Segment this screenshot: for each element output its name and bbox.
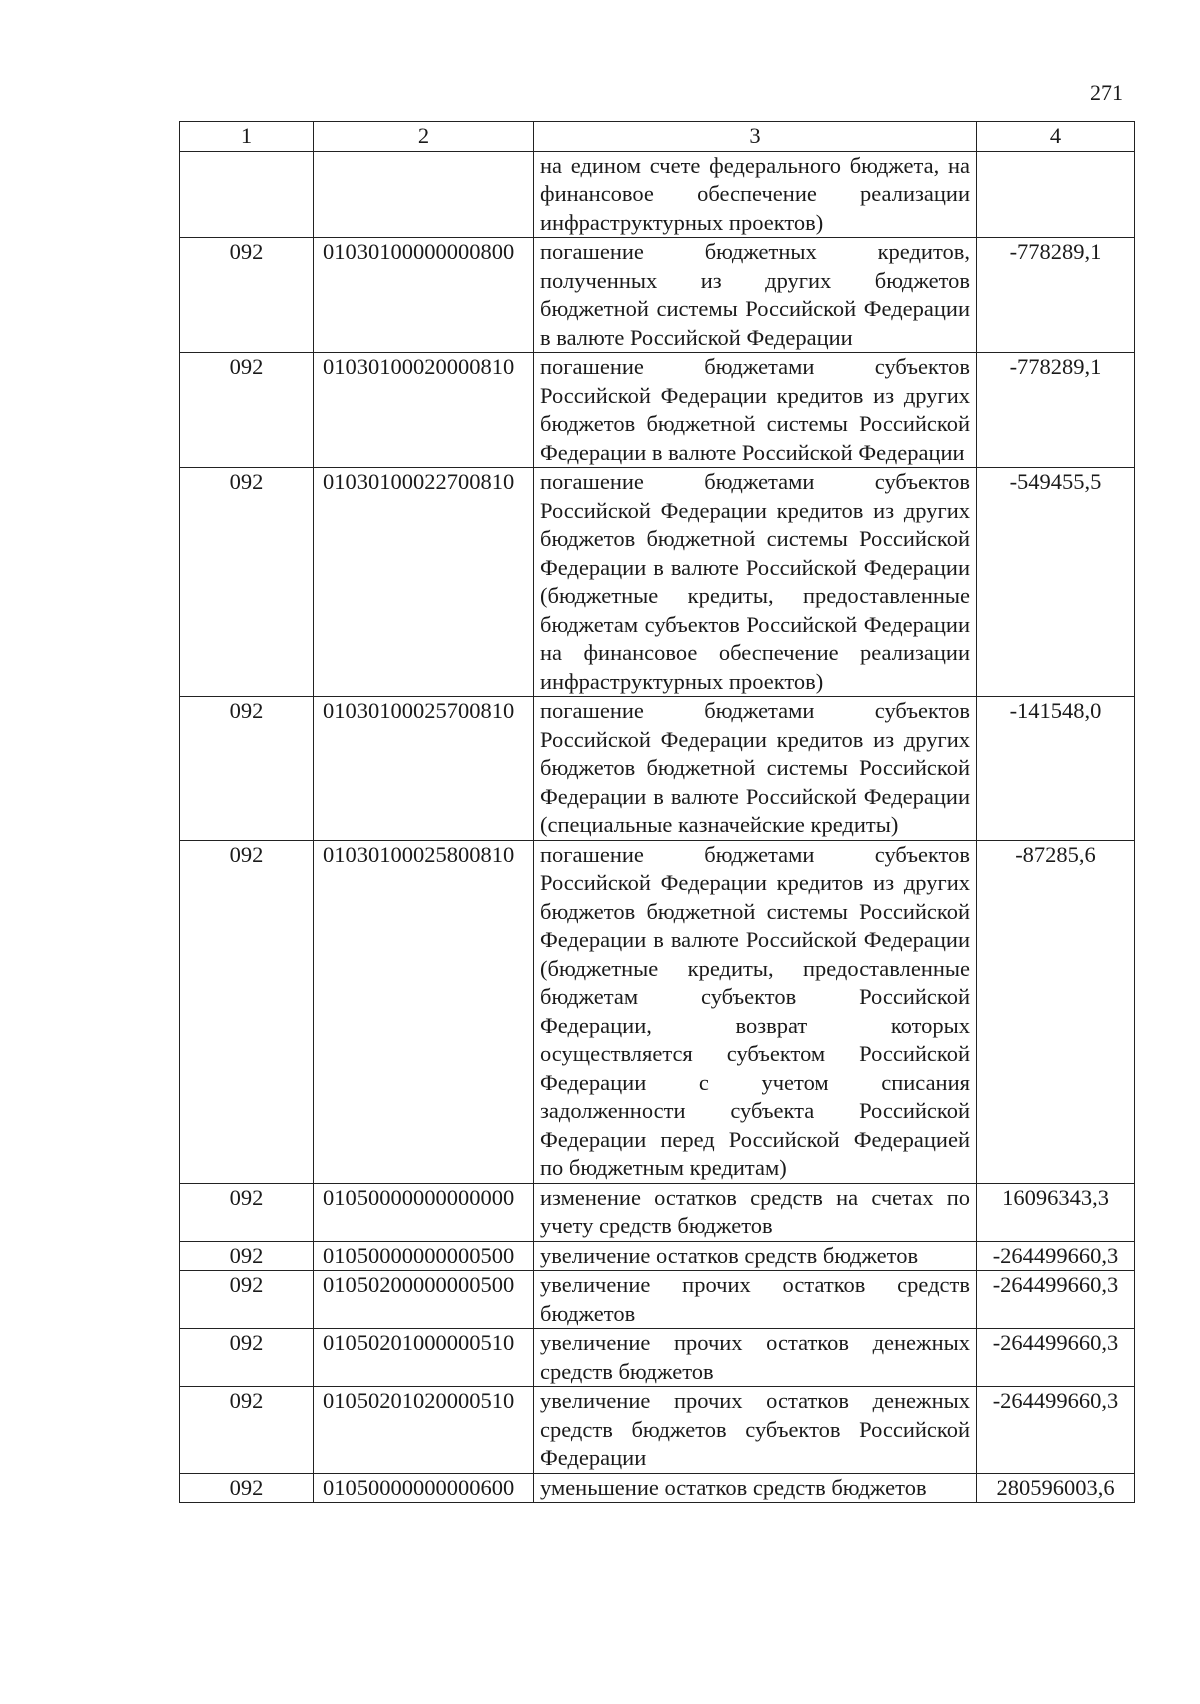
admin-code-cell: 092 bbox=[180, 697, 314, 841]
admin-code-cell: 092 bbox=[180, 1183, 314, 1241]
amount-cell: 280596003,6 bbox=[977, 1473, 1135, 1503]
budget-code-cell: 01050201020000510 bbox=[314, 1387, 534, 1474]
budget-table bbox=[179, 121, 1135, 1503]
admin-code-cell: 092 bbox=[180, 1329, 314, 1387]
budget-code-cell: 01030100020000810 bbox=[314, 353, 534, 468]
amount-cell: -549455,5 bbox=[977, 468, 1135, 697]
table-row bbox=[180, 1271, 1135, 1329]
amount-cell: 16096343,3 bbox=[977, 1183, 1135, 1241]
budget-code-cell: 01050000000000600 bbox=[314, 1473, 534, 1503]
description-cell: увеличение прочих остатков денежных средств бюджетов bbox=[534, 1329, 977, 1387]
amount-cell: -778289,1 bbox=[977, 238, 1135, 353]
budget-code-cell: 01030100000000800 bbox=[314, 238, 534, 353]
description-cell: на едином счете федерального бюджета, на финансовое обеспечение реализации инфраструктурных проектов) bbox=[534, 151, 977, 238]
table-header-row bbox=[180, 122, 1135, 152]
table-row bbox=[180, 1473, 1135, 1503]
table-row bbox=[180, 353, 1135, 468]
admin-code-cell: 092 bbox=[180, 1241, 314, 1271]
table-row bbox=[180, 1387, 1135, 1474]
table-row bbox=[180, 238, 1135, 353]
admin-code-cell: 092 bbox=[180, 468, 314, 697]
admin-code-cell bbox=[180, 151, 314, 238]
budget-code-cell: 01050000000000500 bbox=[314, 1241, 534, 1271]
budget-code-cell bbox=[314, 151, 534, 238]
budget-code-cell: 01050000000000000 bbox=[314, 1183, 534, 1241]
table-row bbox=[180, 151, 1135, 238]
header-col-2: 2 bbox=[314, 122, 534, 152]
amount-cell: -264499660,3 bbox=[977, 1329, 1135, 1387]
amount-cell: -264499660,3 bbox=[977, 1271, 1135, 1329]
budget-code-cell: 01030100025700810 bbox=[314, 697, 534, 841]
description-cell: изменение остатков средств на счетах по учету средств бюджетов bbox=[534, 1183, 977, 1241]
table-row bbox=[180, 697, 1135, 841]
header-col-1: 1 bbox=[180, 122, 314, 152]
description-cell: погашение бюджетами субъектов Российской Федерации кредитов из других бюджетов бюджетной системы Российской Федерации в валюте Российской Федерации (специальные казначейские кредиты) bbox=[534, 697, 977, 841]
description-cell: погашение бюджетами субъектов Российской Федерации кредитов из других бюджетов бюджетной системы Российской Федерации в валюте Российской Федерации (бюджетные кредиты, предоставленные бюджетам субъектов Российской Федерации, возврат которых осуществляется субъектом Российской Федерации с учетом списания задолженности субъекта Российской Федерации перед Российской Федерацией по бюджетным кредитам) bbox=[534, 840, 977, 1183]
budget-code-cell: 01030100025800810 bbox=[314, 840, 534, 1183]
description-cell: увеличение прочих остатков денежных средств бюджетов субъектов Российской Федерации bbox=[534, 1387, 977, 1474]
amount-cell: -264499660,3 bbox=[977, 1241, 1135, 1271]
budget-code-cell: 01050200000000500 bbox=[314, 1271, 534, 1329]
description-cell: увеличение остатков средств бюджетов bbox=[534, 1241, 977, 1271]
amount-cell: -264499660,3 bbox=[977, 1387, 1135, 1474]
table-row bbox=[180, 468, 1135, 697]
admin-code-cell: 092 bbox=[180, 1387, 314, 1474]
amount-cell: -87285,6 bbox=[977, 840, 1135, 1183]
amount-cell bbox=[977, 151, 1135, 238]
description-cell: погашение бюджетных кредитов, полученных из других бюджетов бюджетной системы Российской Федерации в валюте Российской Федерации bbox=[534, 238, 977, 353]
table-row bbox=[180, 1329, 1135, 1387]
amount-cell: -141548,0 bbox=[977, 697, 1135, 841]
budget-code-cell: 01030100022700810 bbox=[314, 468, 534, 697]
description-cell: уменьшение остатков средств бюджетов bbox=[534, 1473, 977, 1503]
admin-code-cell: 092 bbox=[180, 1473, 314, 1503]
table-body bbox=[180, 151, 1135, 1503]
admin-code-cell: 092 bbox=[180, 238, 314, 353]
description-cell: увеличение прочих остатков средств бюджетов bbox=[534, 1271, 977, 1329]
header-col-3: 3 bbox=[534, 122, 977, 152]
admin-code-cell: 092 bbox=[180, 840, 314, 1183]
description-cell: погашение бюджетами субъектов Российской Федерации кредитов из других бюджетов бюджетной системы Российской Федерации в валюте Российской Федерации (бюджетные кредиты, предоставленные бюджетам субъектов Российской Федерации на финансовое обеспечение реализации инфраструктурных проектов) bbox=[534, 468, 977, 697]
page-number: 271 bbox=[1090, 80, 1123, 105]
admin-code-cell: 092 bbox=[180, 353, 314, 468]
amount-cell: -778289,1 bbox=[977, 353, 1135, 468]
description-cell: погашение бюджетами субъектов Российской Федерации кредитов из других бюджетов бюджетной системы Российской Федерации в валюте Российской Федерации bbox=[534, 353, 977, 468]
header-col-4: 4 bbox=[977, 122, 1135, 152]
admin-code-cell: 092 bbox=[180, 1271, 314, 1329]
table-row bbox=[180, 840, 1135, 1183]
budget-code-cell: 01050201000000510 bbox=[314, 1329, 534, 1387]
table-row bbox=[180, 1183, 1135, 1241]
table-row bbox=[180, 1241, 1135, 1271]
